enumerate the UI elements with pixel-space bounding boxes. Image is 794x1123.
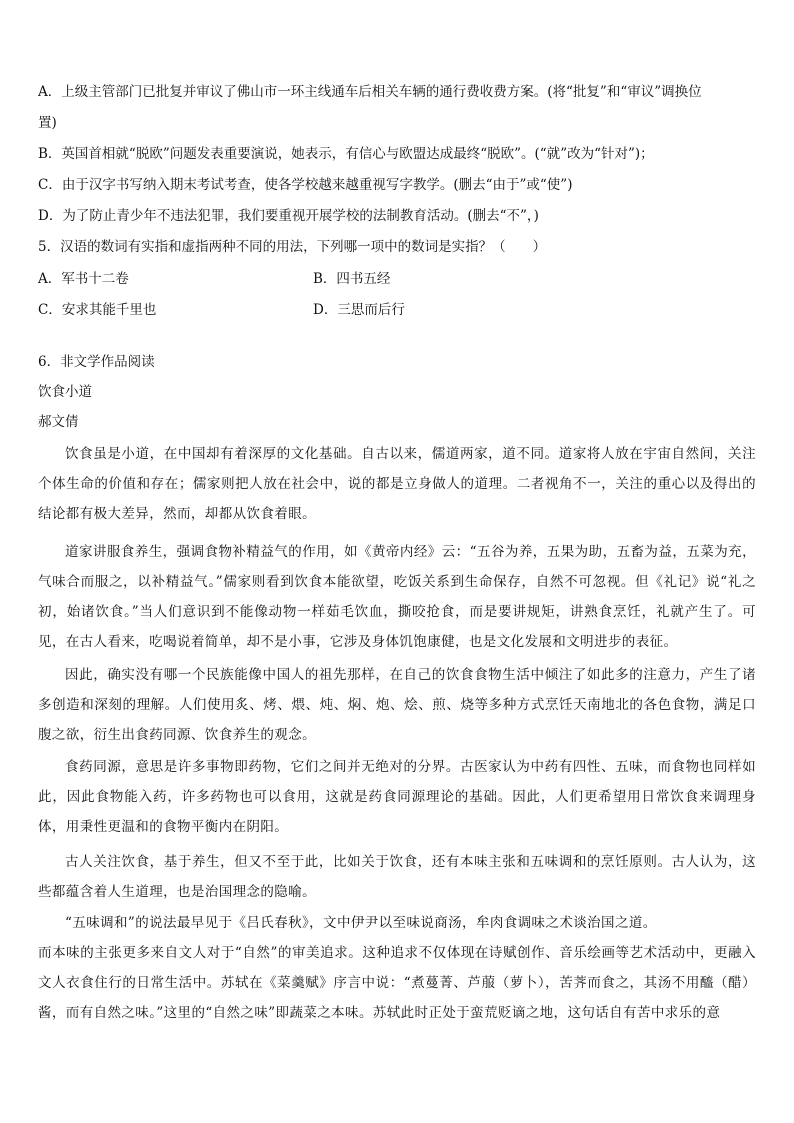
q4-option-a-line2: 置) (38, 115, 57, 131)
q4-option-a-line1: A．上级主管部门已批复并审议了佛山市一环主线通车后相关车辆的通行费收费方案。(将“批复”和“审议”调换位 (38, 84, 702, 100)
q4-option-b: B．英国首相就“脱欧”问题发表重要演说，她表示，有信心与欧盟达成最终“脱欧”。(“就”改为“针对”)； (38, 146, 654, 162)
article-title: 饮食小道 (38, 384, 92, 400)
q5-option-b: B．四书五经 (313, 271, 391, 287)
q6-heading: 6．非文学作品阅读 (38, 354, 155, 370)
q5-option-a: A．军书十二卷 (38, 271, 129, 287)
q5-option-d: D．三思而后行 (313, 302, 405, 318)
q4-option-c: C．由于汉字书写纳入期末考试考查，使各学校越来越重视写字教学。(删去“由于”或“使”) (38, 177, 573, 193)
article-paragraph: 古人关注饮食，基于养生，但又不至于此，比如关于饮食，还有本味主张和五味调和的烹饪原则。古人认为，这些都蕴含着人生道理，也是治国理念的隐喻。 (38, 854, 756, 900)
q5-option-c: C．安求其能千里也 (38, 302, 157, 318)
article-paragraph: 而本味的主张更多来自文人对于“自然”的审美追求。这种追求不仅体现在诗赋创作、音乐绘画等艺术活动中，更融入文人衣食住行的日常生活中。苏轼在《菜羹赋》序言中说：“煮蔓菁、芦菔（萝卜），苦荠而食之，其汤不用醯（醋）酱，而有自然之味。”这里的“自然之味”即蔬菜之本味。苏轼此时正处于蛮荒贬谪之地，这句话自有苦中求乐的意 (38, 945, 756, 1021)
q4-option-d: D．为了防止青少年不违法犯罪，我们要重视开展学校的法制教育活动。(删去“不”，) (38, 208, 539, 224)
article-paragraph: 因此，确实没有哪一个民族能像中国人的祖先那样，在自己的饮食食物生活中倾注了如此多的注意力，产生了诸多创造和深刻的理解。人们使用炙、烤、煨、炖、焖、炮、烩、煎、烧等多种方式烹饪天南地北的各色食物，满足口腹之欲，衍生出食药同源、饮食养生的观念。 (38, 667, 756, 743)
article-author: 郝文倩 (38, 414, 79, 430)
article-paragraph: 饮食虽是小道，在中国却有着深厚的文化基础。自古以来，儒道两家，道不同。道家将人放在宇宙自然间，关注个体生命的价值和存在；儒家则把人放在社会中，说的都是立身做人的道理。二者视角不一，关注的重心以及得出的结论都有极大差异，然而，却都从饮食着眼。 (38, 446, 756, 522)
article-paragraph: 道家讲服食养生，强调食物补精益气的作用，如《黄帝内经》云：“五谷为养，五果为助，五畜为益，五菜为充，气味合而服之，以补精益气。”儒家则看到饮食本能欲望，吃饭关系到生命保存，自然不可忽视。但《礼记》说“礼之初，始诸饮食。”当人们意识到不能像动物一样茹毛饮血，撕咬抢食，而是要讲规矩，讲熟食烹饪，礼就产生了。可见，在古人看来，吃喝说着简单，却不是小事，它涉及身体饥饱康健，也是文化发展和文明进步的表征。 (38, 544, 756, 650)
article-paragraph: “五味调和”的说法最早见于《吕氏春秋》，文中伊尹以至味说商汤，牟肉食调味之术谈治国之道。 (65, 915, 657, 931)
q5-stem: 5．汉语的数词有实指和虚指两种不同的用法，下列哪一项中的数词是实指？（ ） (38, 239, 547, 255)
article-paragraph: 食药同源，意思是许多事物即药物，它们之间并无绝对的分界。古医家认为中药有四性、五味，而食物也同样如此，因此食物能入药，许多药物也可以食用，这就是药食同源理论的基础。因此，人们更希望用日常饮食来调理身体，用秉性更温和的食物平衡内在阴阳。 (38, 759, 756, 835)
